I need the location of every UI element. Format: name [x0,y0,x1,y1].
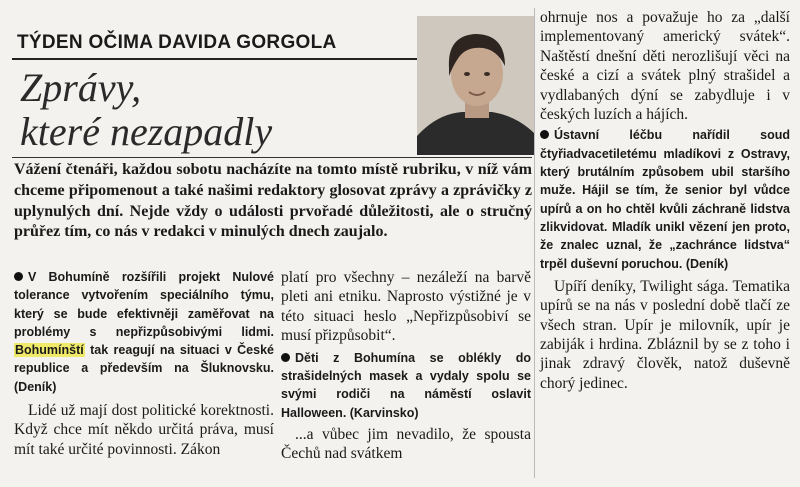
headline-line-1: Zprávy, [20,65,142,110]
headline [20,66,420,154]
author-photo [417,16,535,155]
bullet-icon [540,130,549,139]
commentary-paragraph: platí pro všechny – nezáleží na barvě pleti ani etniku. Naprosto výstižné je v této situaci heslo „Nepřizpůsobiví se musí přizpůsobit“. [281,269,531,345]
news-item-halloween: Děti z Bohumína se oblékly do strašidelných masek a vydaly spolu se svými rodiči na náměstí oslavit Halloween. (Karvinsko) [281,350,531,420]
column-3 [540,8,790,393]
commentary-paragraph: ...a vůbec jim nevadilo, že spousta Čechů nad svátkem [281,425,531,463]
column-kicker: TÝDEN OČIMA DAVIDA GORGOLA [17,32,337,53]
highlighted-word: Bohumínští [15,343,84,358]
intro-paragraph: Vážení čtenáři, každou sobotu nacházíte na tomto místě rubriku, v níž vám chceme připomenout a také našimi redaktory glosovat zprávy a zprávičky z uplynulých dní. Nejde vždy o události prvořadé důležitosti, ale o stručný průřez tím, co nás v redakci v minulých dnech zaujalo. [14,161,532,241]
author-portrait-illustration [417,16,535,155]
column-2 [281,268,531,464]
column-divider [534,8,535,478]
news-item-bohumin-tolerance: V Bohumíně rozšířili projekt Nulové tolerance vytvořením speciálního týmu, který se bude efektivněji zaměřovat na problémy s nepřizpůsobivými lidmi. Bohumínští tak reagují na situaci v České republice a především na Šluknovsku. (Deník) [14,270,274,394]
commentary-paragraph: Lidé už mají dost politické korektnosti. Když chce mít někdo určitá práva, musí mít také určité povinnosti. Zákon [14,402,274,458]
headline-line-2: které nezapadly [20,109,273,154]
bullet-icon [14,272,23,281]
bullet-icon [281,353,290,362]
column-1 [14,268,274,459]
intro-rule [12,157,532,158]
commentary-paragraph: Upíří deníky, Twilight sága. Tematika upírů se na nás v poslední době tlačí ze všech stran. Upír je milovník, upír je zabiják i hrdina. Zbláznil by se z toho i jinak zdravý člověk, natož duševně chorý jedinec. [540,277,790,392]
commentary-paragraph: ohrnuje nos a považuje ho za „další implementovaný americký svátek“. Naštěstí dnešní děti nerozlišují věci na české a cizí a svátek plný strašidel a vydlabaných dýní se zabydluje i v českých luzích a hájích. [540,9,790,124]
news-item-ostrava-vampire: Ústavní léčbu nařídil soud čtyřiadvacetiletému mladíkovi z Ostravy, který brutálním způsobem ubil staršího muže. Hájil se tím, že senior byl vůdce upírů a on ho chtěl kvůli záchraně lidstva zlikvidovat. Mladík unikl vězení jen proto, že znalec uznal, že „zachránce lidstva“ trpěl duševní poruchou. (Deník) [540,128,790,271]
